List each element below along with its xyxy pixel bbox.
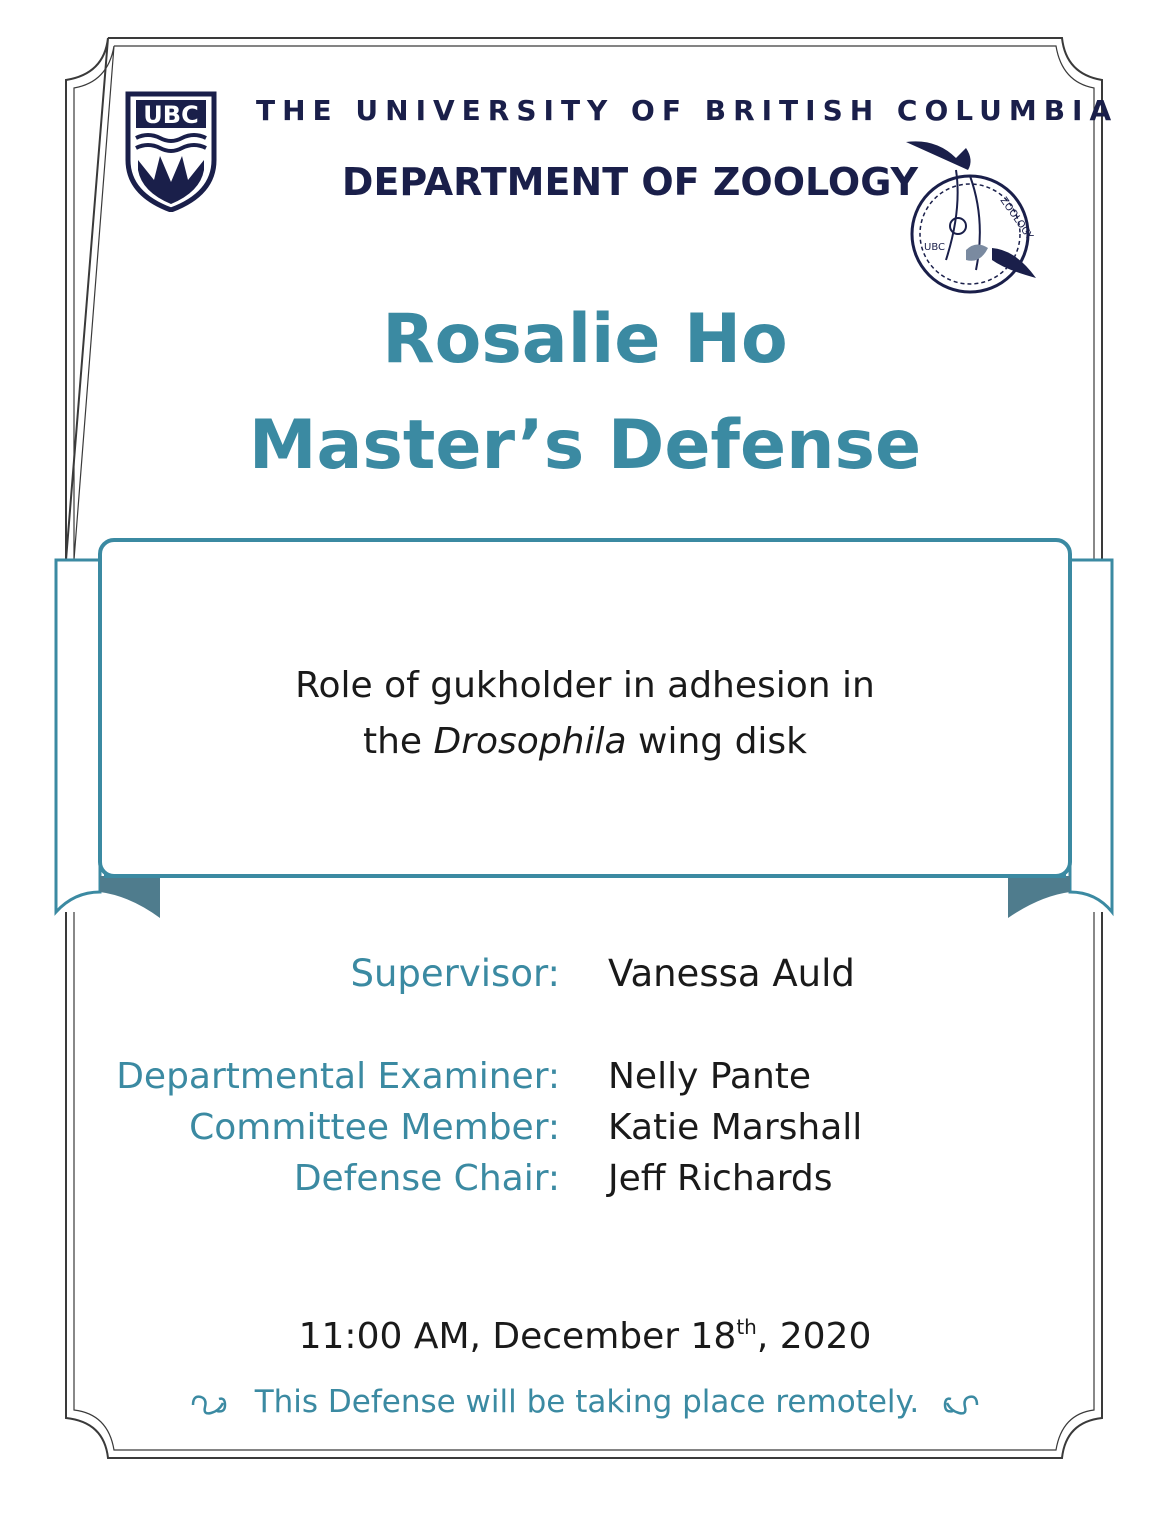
svg-text:UBC: UBC: [924, 242, 945, 253]
committee-member-label: Committee Member:: [189, 1107, 560, 1148]
svg-text:ZOOLOGY: ZOOLOGY: [997, 195, 1035, 242]
remote-note: [100, 1384, 1070, 1420]
defense-chair-name: Jeff Richards: [608, 1158, 833, 1199]
committee-member-name: Katie Marshall: [608, 1107, 863, 1148]
supervisor-label: Supervisor:: [350, 952, 560, 995]
department-name: DEPARTMENT OF ZOOLOGY: [341, 160, 919, 204]
defense-chair-label: Defense Chair:: [293, 1158, 560, 1199]
ribbon-right-fold: [1008, 876, 1070, 918]
candidate-name: Rosalie Ho: [382, 300, 788, 379]
ubc-crest-logo: [124, 90, 218, 212]
right-ornament-icon: [941, 1389, 981, 1419]
thesis-line-2-prefix: the: [362, 721, 434, 762]
datetime-main: 11:00 AM, December 18: [298, 1316, 737, 1357]
thesis-line-2-suffix: wing disk: [626, 721, 808, 762]
thesis-line-1: Role of gukholder in adhesion in: [295, 665, 875, 706]
event-datetime: [100, 1316, 1070, 1357]
svg-text:UBC: UBC: [143, 101, 199, 129]
ribbon-left-tail: [56, 560, 100, 912]
event-title: Master’s Defense: [248, 406, 922, 485]
zoology-department-logo: [896, 130, 1052, 302]
left-ornament-icon: [189, 1389, 229, 1419]
thesis-title: [140, 658, 1030, 770]
remote-note-text: This Defense will be taking place remotely.: [254, 1384, 920, 1420]
datetime-year: , 2020: [756, 1316, 872, 1357]
supervisor-name: Vanessa Auld: [608, 952, 855, 995]
thesis-line-2: [140, 714, 1030, 770]
examiner-label: Departmental Examiner:: [116, 1056, 560, 1097]
ribbon-left-fold: [100, 876, 160, 918]
ribbon-right-tail: [1070, 560, 1112, 912]
university-name: THE UNIVERSITY OF BRITISH COLUMBIA: [256, 94, 1119, 127]
datetime-ordinal: th: [736, 1315, 757, 1339]
examiner-name: Nelly Pante: [608, 1056, 812, 1097]
thesis-species-name: Drosophila: [433, 721, 627, 762]
